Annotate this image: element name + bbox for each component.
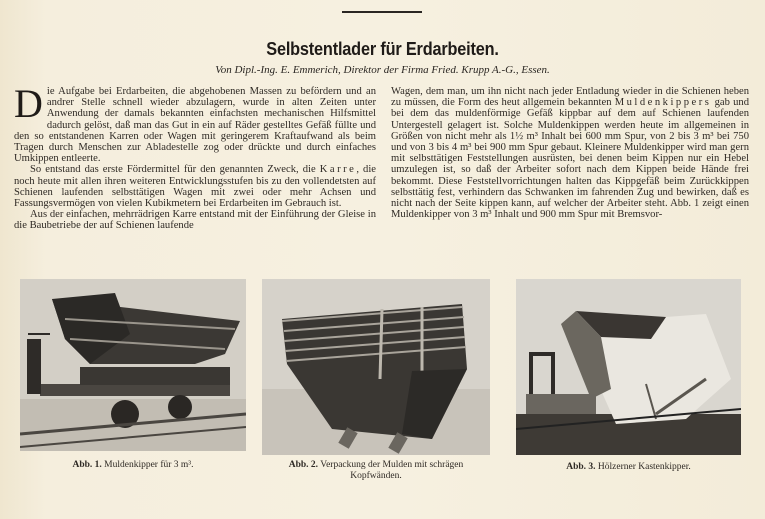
figure-1-caption: Abb. 1. Muldenkipper für 3 m³. [72, 460, 194, 470]
paragraph-1: Die Aufgabe bei Erdarbeiten, die abgehobenen Massen zu befördern und an andrer Stelle schnell wieder abzulagern, wurde in alten Zeiten unter Anwendung der damals bekannten einfachsten mechanischen Hilfsmittel dadurch gelöst, daß man das Gut in ein auf Räder gestelltes Gefäß füllte und den so entstandenen Karren oder Wagen mit geringerem Kraftaufwand als beim Tragen durch Menschen zur Abladestelle zog oder drückte und durch einfaches Umkippen entleerte. [14, 81, 376, 165]
paragraph-4: Wagen, dem man, um ihn nicht nach jeder Entladung wieder in die Schienen heben zu müssen, die Form des heut allgemein bekannten Muldenkippers gab und bei dem das muldenförmige Gefäß kippbar auf dem auf Schienen laufenden Untergestell gelagert ist. Solche Muldenkippen werden heute im allgemeinen in Größen von nicht mehr als 1½ m³ Inhalt bei 600 mm Spur, von 2 bis 3 m³ bei 750 und von 3 bis 4 m³ bei 900 mm Spur gebaut. Kleinere Muldenkipper wird man gern mit selbsttätigen Feststellungen ausrüsten, bei denen beim Kippen nur ein Hebel umzulegen ist, so daß der Arbeiter sofort nach dem Kippen beide Hände frei bekommt. Diese Feststellvorrichtungen halten das Kippgefäß beim Zurückkippen selbsttätig fest, verhindern das Schwanken im fahrenden Zug und bewirken, daß es nicht nach der Seite kippen kann, auf welcher der Arbeiter steht. Abb. 1 zeigt einen Muldenkipper von 3 m³ Inhalt und 900 mm Spur mit Bremsvor- [391, 86, 749, 221]
article-byline: Von Dipl.-Ing. E. Emmerich, Direktor der Firma Fried. Krupp A.-G., Essen. [215, 64, 550, 76]
left-column [14, 81, 376, 232]
figure-2-caption: Abb. 2. Verpackung der Mulden mit schrägen Kopfwänden. [288, 460, 464, 481]
figure-1-photo [20, 279, 246, 451]
figure-3-photo [516, 279, 741, 455]
wooden-box-tipper-illustration [516, 279, 741, 455]
paragraph-2: So entstand das erste Fördermittel für den genannten Zweck, die Karre, die noch heute mit allen ihren weiteren Entwicklungsstufen bis zu den vollendetsten auf Schienen laufenden selbsttätigen Wagen mit zwei oder mehr Achsen und Fassungsvermögen von vielen Kubikmetern bei Erdarbeiten im Gebrauch ist. [14, 164, 376, 210]
spaced-term: Karre [319, 164, 357, 176]
spaced-term: Muldenkippers [614, 97, 712, 109]
header-rule [342, 11, 422, 13]
figure-2-photo [262, 279, 490, 455]
right-column [391, 86, 749, 220]
figure-3-caption: Abb. 3. Hölzerner Kastenkipper. [566, 462, 691, 472]
drop-cap: D [14, 81, 43, 126]
paragraph-3: Aus der einfachen, mehrrädrigen Karre entstand mit der Einführung der Gleise in die Baubetriebe der auf Schienen laufende [14, 209, 376, 232]
dump-car-illustration [20, 279, 246, 451]
article-title: Selbstentlader für Erdarbeiten. [266, 38, 499, 59]
stacked-troughs-illustration [262, 279, 490, 455]
